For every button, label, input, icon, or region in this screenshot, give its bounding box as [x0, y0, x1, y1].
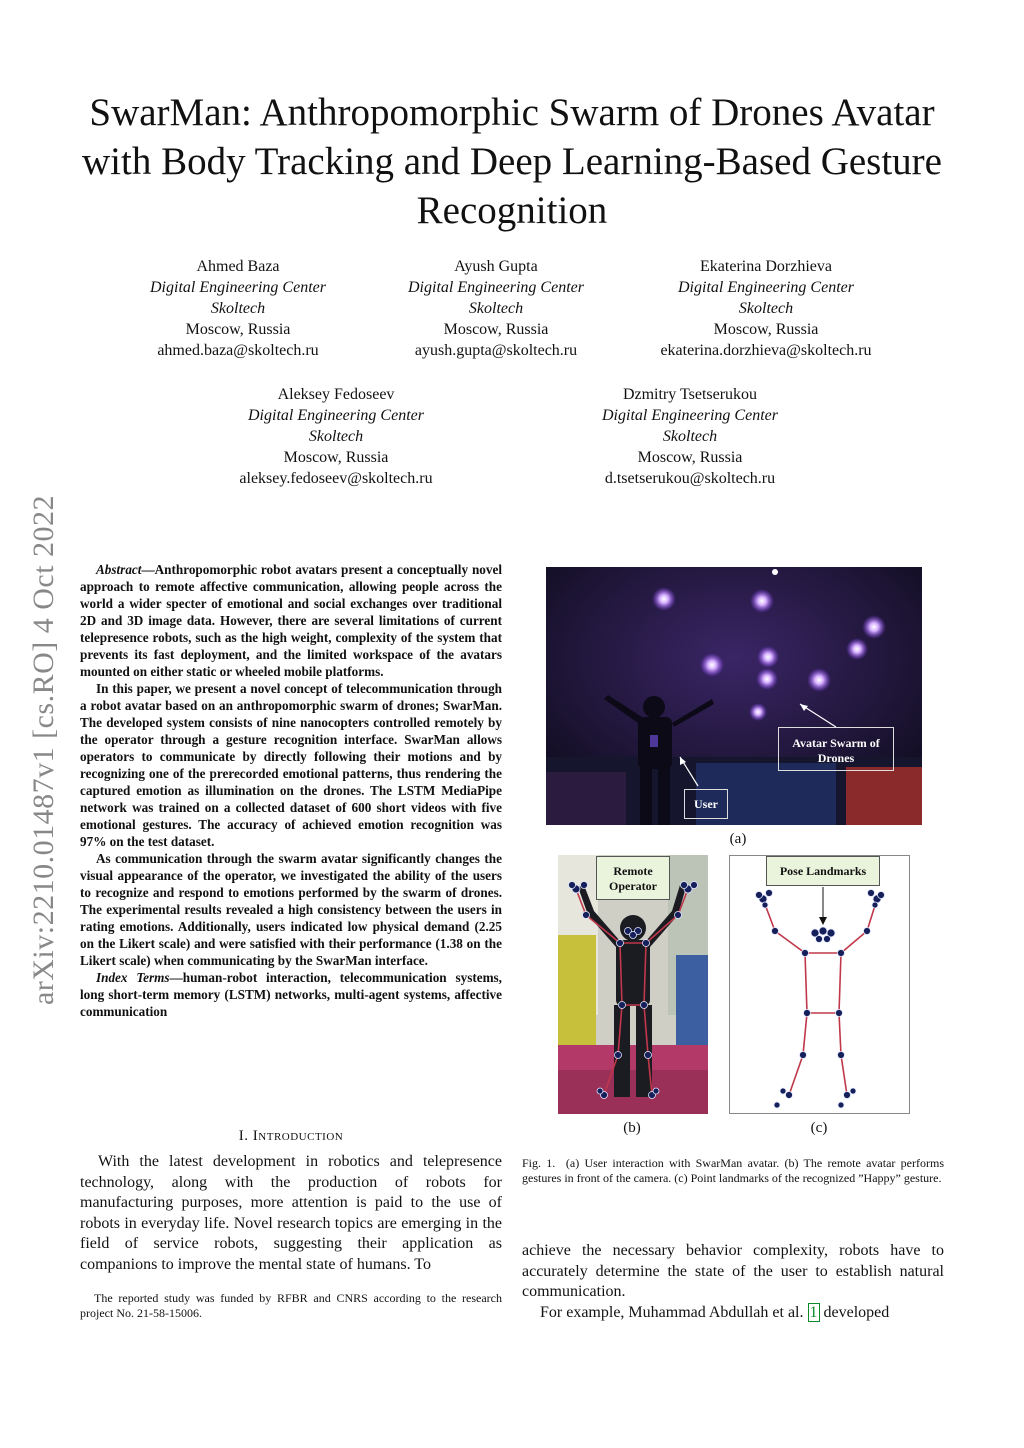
abstract-paragraph: As communication through the swarm avatar significantly changes the visual appearance of the operator, we investigated the ability of the users to recognize and respond to emotions performed by the swarm of drones. The experimental results revealed a high consistency between the users in rating emotions. Additionally, users indicated low physical demand (2.25 on the Likert scale) and were satisfied with their performance (1.38 on the Likert scale) when communicating by the SwarMan interface. — [80, 851, 502, 968]
author-dept: Digital Engineering Center — [150, 279, 326, 296]
author-name: Ahmed Baza — [196, 258, 280, 275]
author-block — [130, 256, 346, 361]
author-dept: Digital Engineering Center — [248, 407, 424, 424]
author-org: Skoltech — [738, 300, 794, 317]
abstract-paragraph: —Anthropomorphic robot avatars present a conceptually novel approach to remote affective communication, allowing people across the world a wider specter of emotional and social exchanges over traditional 2D and 3D image data. However, there are several limitations of current telepresence robots, such as the high weight, complexity of the system that prevents its fast deployment, and the limited workspace of the avatars mounted on either static or wheeled mobile platforms. — [80, 562, 502, 679]
author-email[interactable]: ekaterina.dorzhieva@skoltech.ru — [660, 342, 872, 359]
figure-a-label: (a) — [729, 831, 747, 847]
figure-b-photo — [558, 855, 708, 1114]
figure-b-label: (b) — [623, 1120, 641, 1136]
index-terms: —human-robot interaction, telecommunication systems, long short-term memory (LSTM) networks, multi-agent systems, affective communication — [80, 970, 502, 1019]
figure-caption — [522, 1156, 944, 1186]
index-terms-label: Index Terms — [96, 970, 170, 985]
swarm-annotation: Avatar Swarm of Drones — [778, 727, 894, 771]
citation-link: 1 — [809, 1303, 818, 1321]
section-heading — [80, 1128, 502, 1145]
author-dept: Digital Engineering Center — [678, 279, 854, 296]
author-email[interactable]: d.tsetserukou@skoltech.ru — [604, 470, 776, 487]
right-column-text — [522, 1241, 944, 1323]
author-block — [580, 384, 800, 489]
footnote-text: The reported study was funded by RFBR and CNRS according to the research project No. 21-58-15006. — [80, 1291, 502, 1320]
author-name: Ayush Gupta — [454, 258, 538, 275]
author-email[interactable]: aleksey.fedoseev@skoltech.ru — [239, 470, 433, 487]
author-block — [220, 384, 452, 489]
author-block — [640, 256, 892, 361]
author-block — [386, 256, 606, 361]
figure-c-label: (c) — [810, 1120, 828, 1136]
author-name: Aleksey Fedoseev — [277, 386, 395, 403]
figure-c-skeleton — [729, 855, 910, 1114]
author-name: Dzmitry Tsetserukou — [622, 386, 758, 403]
arxiv-id: arXiv:2210.01487v1 [cs.RO] 4 Oct 2022 — [27, 494, 60, 1006]
author-location: Moscow, Russia — [637, 449, 743, 466]
author-location: Moscow, Russia — [185, 321, 291, 338]
author-location: Moscow, Russia — [283, 449, 389, 466]
operator-annotation: Remote Operator — [596, 856, 670, 900]
author-name: Ekaterina Dorzhieva — [700, 258, 832, 275]
figure-a-photo — [546, 567, 922, 825]
author-dept: Digital Engineering Center — [408, 279, 584, 296]
author-dept: Digital Engineering Center — [602, 407, 778, 424]
body-text: developed — [823, 1303, 890, 1321]
body-paragraph — [522, 1303, 944, 1324]
body-paragraph: achieve the necessary behavior complexity, robots have to accurately determine the state of the user to establish natural communication. — [522, 1242, 944, 1301]
arxiv-stamp — [14, 460, 74, 1040]
section-number: I. — [238, 1128, 249, 1144]
caption-label: Fig. 1. — [522, 1156, 556, 1170]
intro-text — [80, 1152, 502, 1276]
intro-paragraph: With the latest development in robotics and telepresence technology, along with the production of robots for manufacturing purposes, more attention is paid to the use of robots in everyday life. Novel research topics are emerging in the field of service robots, suggesting their application as companions to improve the mental state of humans. To — [80, 1153, 502, 1273]
author-location: Moscow, Russia — [443, 321, 549, 338]
user-annotation: User — [684, 789, 728, 819]
author-email[interactable]: ahmed.baza@skoltech.ru — [157, 342, 319, 359]
author-org: Skoltech — [210, 300, 266, 317]
abstract — [80, 561, 502, 1020]
author-location: Moscow, Russia — [713, 321, 819, 338]
body-text: For example, Muhammad Abdullah et al. — [540, 1303, 804, 1321]
abstract-label: Abstract — [96, 562, 142, 577]
author-org: Skoltech — [308, 428, 364, 445]
caption-text: (a) User interaction with SwarMan avatar. (b) The remote avatar performs gestures in front of the camera. (c) Point landmarks of the recognized ”Happy” gesture. — [522, 1156, 945, 1185]
pose-landmarks-annotation: Pose Landmarks — [766, 856, 880, 886]
paper-title: SwarMan: Anthropomorphic Swarm of Drones Avatar with Body Tracking and Deep Learning-Based Gesture Recognition — [82, 91, 942, 232]
author-org: Skoltech — [662, 428, 718, 445]
author-org: Skoltech — [468, 300, 524, 317]
footnote — [80, 1291, 502, 1321]
pose-landmarks-diagram — [729, 855, 910, 1114]
drone-swarm-photo — [546, 567, 922, 825]
abstract-paragraph: In this paper, we present a novel concept of telecommunication through a robot avatar based on an anthropomorphic swarm of drones; SwarMan. The developed system consists of nine nanocopters controlled remotely by the operator through a gesture recognition interface. SwarMan allows operators to communicate by directly following their motions and by recognizing one of the prerecorded emotional patterns, thus rendering the captured emotion as illumination on the drones. The LSTM MediaPipe network was trained on a collected dataset of 600 short videos with five emotional gestures. The accuracy of achieved emotion recognition was 97% on the test dataset. — [80, 681, 502, 849]
author-email[interactable]: ayush.gupta@skoltech.ru — [414, 342, 578, 359]
section-title: Introduction — [252, 1128, 344, 1144]
